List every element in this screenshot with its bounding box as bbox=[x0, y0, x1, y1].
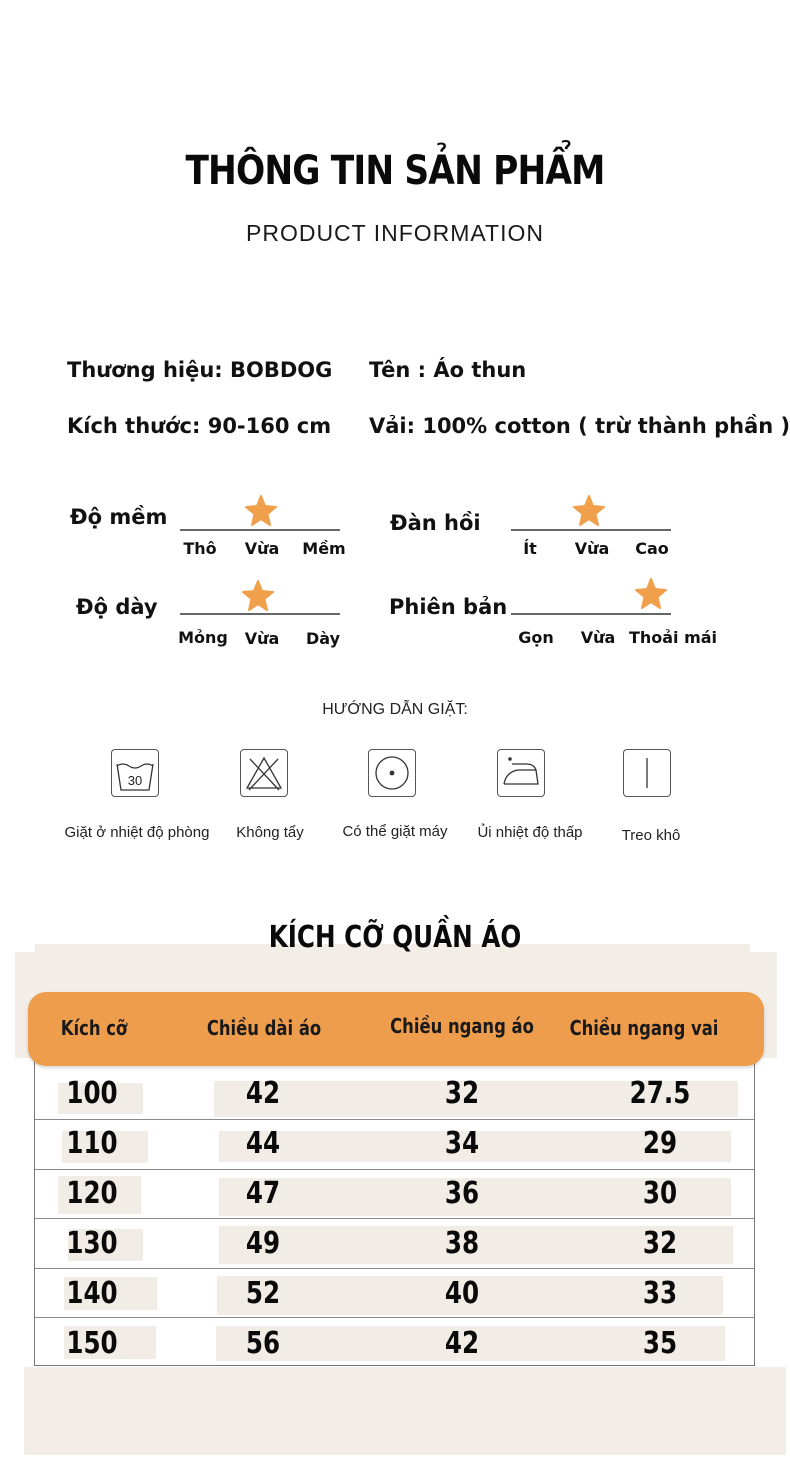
rating-label: Độ mềm bbox=[70, 505, 168, 529]
rating-option: Vừa bbox=[244, 629, 280, 648]
hang-dry-icon bbox=[623, 749, 671, 797]
cell-length: 52 bbox=[245, 1276, 281, 1311]
cell-size: 130 bbox=[66, 1226, 118, 1261]
wash-label: Không tẩy bbox=[236, 824, 304, 841]
rating-scale-line bbox=[180, 613, 340, 615]
header-length: Chiều dài áo bbox=[206, 1016, 322, 1040]
cell-width: 36 bbox=[444, 1176, 480, 1211]
wash-label: Giặt ở nhiệt độ phòng bbox=[64, 824, 210, 841]
wash-temp: 30 bbox=[127, 773, 143, 788]
cell-width: 32 bbox=[444, 1076, 480, 1111]
no-bleach-icon bbox=[240, 749, 288, 797]
cell-size: 140 bbox=[66, 1276, 118, 1311]
star-icon bbox=[244, 494, 278, 528]
washing-title: HƯỚNG DẪN GIẶT: bbox=[322, 701, 468, 718]
cell-shoulder: 33 bbox=[642, 1276, 678, 1311]
star-icon bbox=[572, 494, 606, 528]
cell-size: 110 bbox=[66, 1126, 118, 1161]
cell-width: 42 bbox=[444, 1326, 480, 1361]
cell-length: 47 bbox=[245, 1176, 281, 1211]
wash-label: Treo khô bbox=[621, 827, 681, 844]
page-subtitle: PRODUCT INFORMATION bbox=[246, 220, 544, 246]
cell-width: 34 bbox=[444, 1126, 480, 1161]
rating-option: Dày bbox=[305, 629, 340, 648]
rating-option: Mềm bbox=[302, 539, 346, 558]
wash-label: Có thể giặt máy bbox=[342, 823, 448, 840]
rating-label: Độ dày bbox=[76, 595, 158, 619]
rating-scale-line bbox=[511, 613, 671, 615]
cell-size: 120 bbox=[66, 1176, 118, 1211]
row-divider bbox=[35, 1317, 754, 1318]
row-divider bbox=[35, 1119, 754, 1120]
star-icon bbox=[634, 577, 668, 611]
rating-scale-line bbox=[180, 529, 340, 531]
row-divider bbox=[35, 1169, 754, 1170]
rating-option: Cao bbox=[635, 539, 669, 558]
cell-length: 49 bbox=[245, 1226, 281, 1261]
row-divider bbox=[35, 1218, 754, 1219]
cell-shoulder: 27.5 bbox=[629, 1076, 691, 1111]
tumble-dry-icon bbox=[368, 749, 416, 797]
info-fabric: Vải: 100% cotton ( trừ thành phần ) bbox=[369, 414, 790, 438]
info-size: Kích thước: 90-160 cm bbox=[67, 414, 332, 438]
rating-option: Thô bbox=[183, 539, 217, 558]
rating-option: Vừa bbox=[244, 539, 280, 558]
cell-length: 44 bbox=[245, 1126, 281, 1161]
rating-option: Ít bbox=[523, 539, 537, 558]
cell-length: 42 bbox=[245, 1076, 281, 1111]
header-shoulder: Chiều ngang vai bbox=[569, 1016, 719, 1040]
wash-30-icon bbox=[111, 749, 159, 797]
star-icon bbox=[241, 579, 275, 613]
rating-option: Vừa bbox=[574, 539, 610, 558]
cell-width: 40 bbox=[444, 1276, 480, 1311]
iron-low-icon bbox=[497, 749, 545, 797]
info-name: Tên : Áo thun bbox=[369, 358, 527, 382]
footer-backdrop bbox=[24, 1367, 786, 1455]
wash-label: Ủi nhiệt độ thấp bbox=[477, 824, 583, 841]
cell-length: 56 bbox=[245, 1326, 281, 1361]
cell-shoulder: 30 bbox=[642, 1176, 678, 1211]
rating-scale-line bbox=[511, 529, 671, 531]
row-divider bbox=[35, 1268, 754, 1269]
cell-shoulder: 29 bbox=[642, 1126, 678, 1161]
info-brand: Thương hiệu: BOBDOG bbox=[67, 358, 333, 382]
cell-size: 150 bbox=[66, 1326, 118, 1361]
size-chart-title: KÍCH CỠ QUẦN ÁO bbox=[268, 920, 522, 955]
rating-option: Vừa bbox=[580, 628, 616, 647]
cell-size: 100 bbox=[66, 1076, 118, 1111]
rating-option: Mỏng bbox=[178, 628, 228, 647]
rating-label: Phiên bản bbox=[389, 595, 508, 619]
cell-shoulder: 35 bbox=[642, 1326, 678, 1361]
cell-shoulder: 32 bbox=[642, 1226, 678, 1261]
page-title: THÔNG TIN SẢN PHẨM bbox=[185, 148, 605, 194]
header-size: Kích cỡ bbox=[60, 1016, 128, 1040]
rating-option: Gọn bbox=[518, 628, 554, 647]
rating-option: Thoải mái bbox=[628, 628, 718, 647]
rating-label: Đàn hồi bbox=[390, 511, 481, 535]
cell-width: 38 bbox=[444, 1226, 480, 1261]
header-width: Chiều ngang áo bbox=[390, 1014, 534, 1038]
